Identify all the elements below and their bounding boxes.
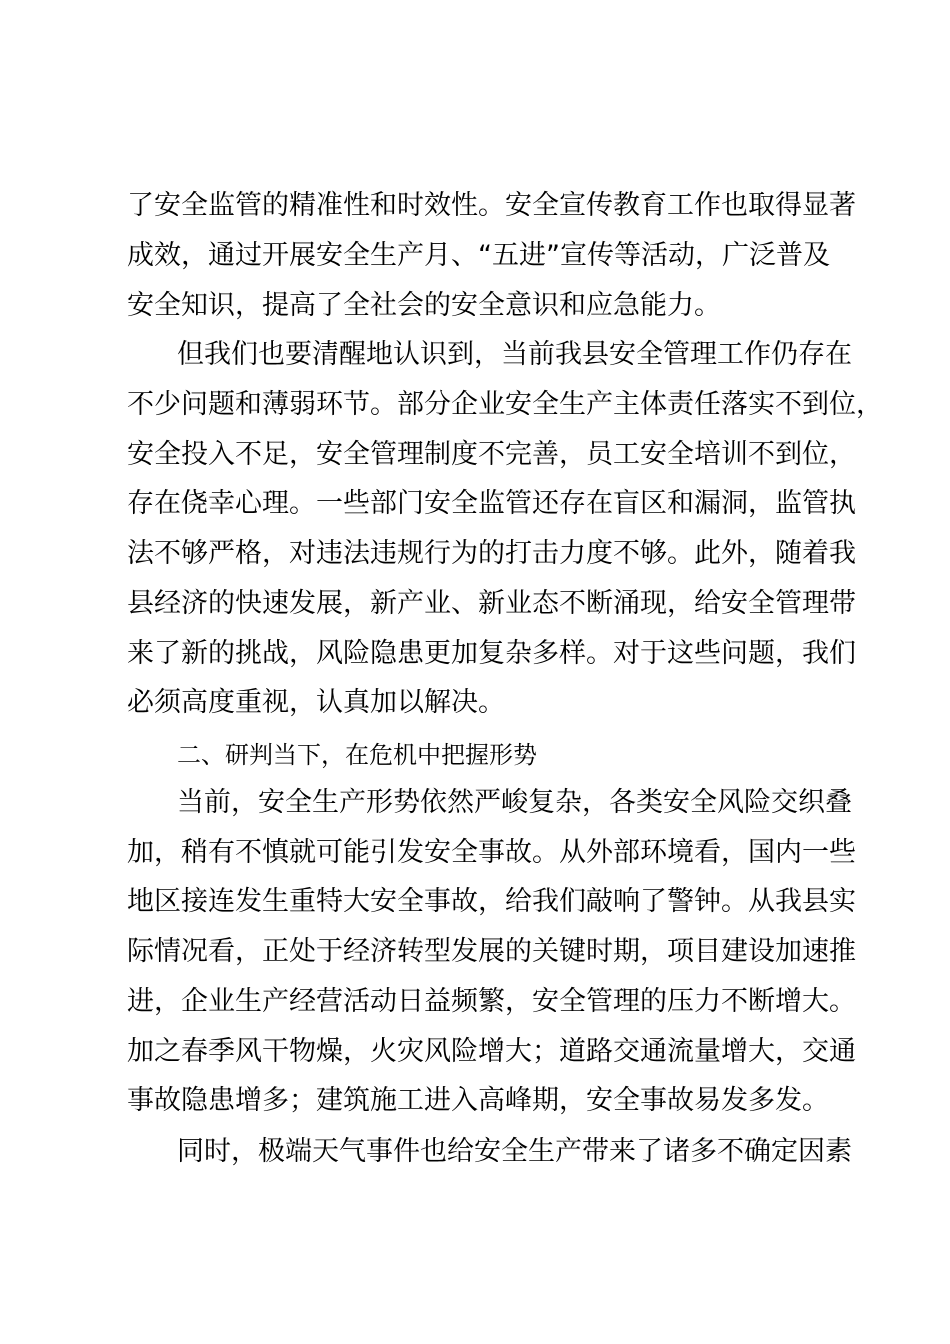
paragraph-2-line-4: 存在侥幸心理。一些部门安全监管还存在盲区和漏洞，监管执 [127,488,856,519]
paragraph-5-line-1: 同时，极端天气事件也给安全生产带来了诸多不确定因素 [177,1136,852,1167]
paragraph-2-line-7: 来了新的挑战，风险隐患更加复杂多样。对于这些问题，我们 [127,638,856,669]
paragraph-4-line-4: 际情况看，正处于经济转型发展的关键时期，项目建设加速推 [127,936,856,967]
paragraph-2-line-8: 必须高度重视，认真加以解决。 [127,687,505,718]
section-heading: 二、研判当下，在危机中把握形势 [177,741,537,769]
paragraph-4-line-5: 进，企业生产经营活动日益频繁，安全管理的压力不断增大。 [127,986,856,1017]
paragraph-2-line-1: 但我们也要清醒地认识到，当前我县安全管理工作仍存在 [177,339,852,370]
paragraph-1-line-3: 安全知识，提高了全社会的安全意识和应急能力。 [127,290,721,321]
paragraph-4-line-2: 加，稍有不慎就可能引发安全事故。从外部环境看，国内一些 [127,837,856,868]
paragraph-4-line-1: 当前，安全生产形势依然严峻复杂，各类安全风险交织叠 [177,787,852,818]
paragraph-4-line-6: 加之春季风干物燥，火灾风险增大；道路交通流量增大，交通 [127,1036,856,1067]
paragraph-2-line-6: 县经济的快速发展，新产业、新业态不断涌现，给安全管理带 [127,588,856,619]
paragraph-4-line-3: 地区接连发生重特大安全事故，给我们敲响了警钟。从我县实 [127,886,856,917]
paragraph-2-line-5: 法不够严格，对违法违规行为的打击力度不够。此外，随着我 [127,538,856,569]
paragraph-4-line-7: 事故隐患增多；建筑施工进入高峰期，安全事故易发多发。 [127,1085,829,1116]
paragraph-2-line-2: 不少问题和薄弱环节。部分企业安全生产主体责任落实不到位， [127,389,883,420]
paragraph-1-line-2: 成效，通过开展安全生产月、“五进”宣传等活动，广泛普及 [127,240,830,271]
paragraph-1-line-1: 了安全监管的精准性和时效性。安全宣传教育工作也取得显著 [127,190,856,221]
paragraph-2-line-3: 安全投入不足，安全管理制度不完善，员工安全培训不到位， [127,439,856,470]
